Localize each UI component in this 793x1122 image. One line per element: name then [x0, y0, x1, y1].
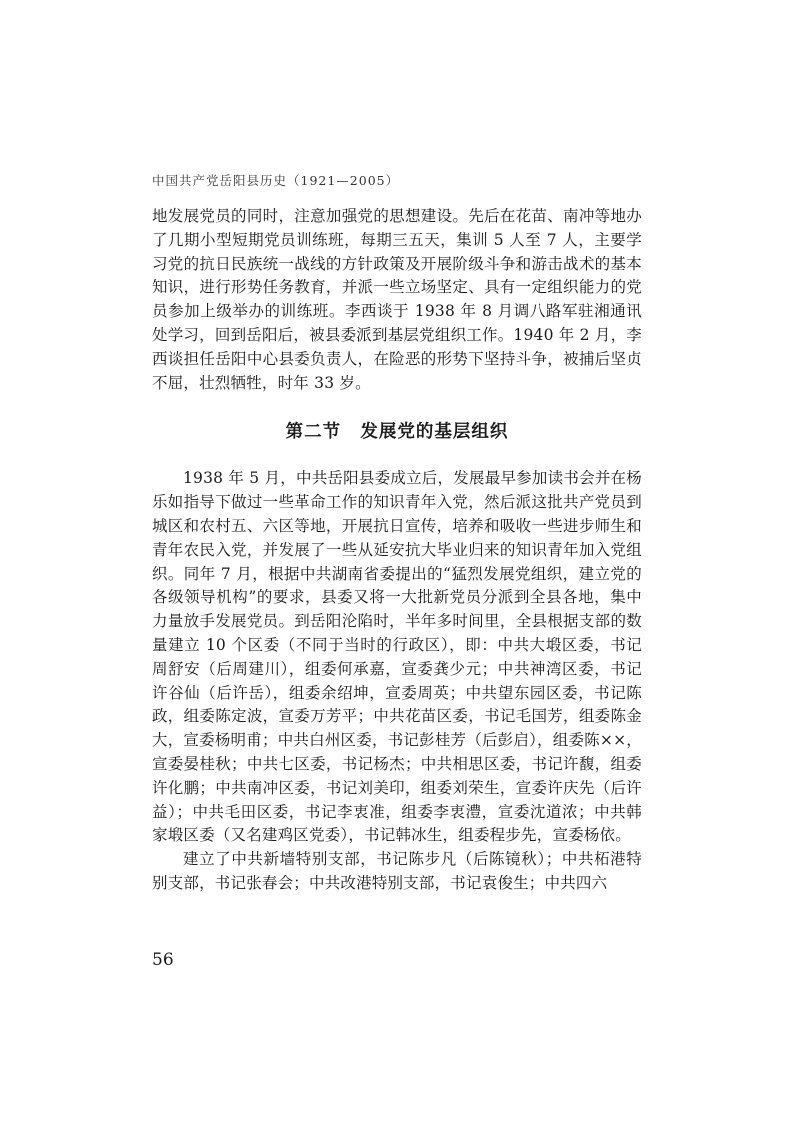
section-title: 发展党的基层组织: [360, 422, 509, 443]
page-number: 56: [152, 950, 174, 970]
section-heading: [152, 420, 642, 444]
section-number: 第二节: [285, 422, 342, 443]
paragraph-district-committees: 1938 年 5 月，中共岳阳县委成立后，发展最早参加读书会并在杨乐如指导下做过一些革命工作的知识青年入党，然后派这批共产党员到城区和农村五、六区等地，开展抗日宣传，培养和吸收一些进步师生和青年农民入党，并发展了一些从延安抗大毕业归来的知识青年加入党组织。同年 7 月，根据中共湖南省委提出的“猛烈发展党组织，建立党的各级领导机构”的要求，县委又将一大批新党员分派到全县各地，集中力量放手发展党员。到岳阳沦陷时，半年多时间里，全县根据支部的数量建立 10 个区委（不同于当时的行政区），即：中共大塅区委，书记周舒安（后周建川），组委何承嘉，宣委龚少元；中共神湾区委，书记许谷仙（后许岳），组委余绍坤，宣委周英；中共望东园区委，书记陈政，组委陈定波，宣委万芳平；中共花苗区委，书记毛国芳，组委陈金大，宣委杨明甫；中共白州区委，书记彭桂芳（后彭启），组委陈××，宣委晏桂秋；中共七区委，书记杨杰；中共相思区委，书记许馥，组委许化鹏；中共南冲区委，书记刘美印，组委刘荣生，宣委许庆先（后许益）；中共毛田区委，书记李衷准，组委李衷澧，宣委沈道浓；中共韩家塅区委（又名建鸡区党委），书记韩冰生，组委程步先，宣委杨依。: [152, 469, 642, 845]
paragraph-continued: 地发展党员的同时，注意加强党的思想建设。先后在花苗、南冲等地办了几期小型短期党员训练班，每期三五天，集训 5 人至 7 人，主要学习党的抗日民族统一战线的方针政策及开展阶级斗争和游击战术的基本知识，进行形势任务教育，并派一些立场坚定、具有一定组织能力的党员参加上级举办的训练班。李西谈于 1938 年 8 月调八路军驻湘通讯处学习，回到岳阳后，被县委派到基层党组织工作。1940 年 2 月，李西谈担任岳阳中心县委负责人，在险恶的形势下坚持斗争，被捕后坚贞不屈，壮烈牺牲，时年 33 岁。: [152, 207, 642, 392]
page-body: [152, 205, 642, 896]
paragraph-special-branches: 建立了中共新墙特别支部，书记陈步凡（后陈镜秋）；中共柘港特别支部，书记张春会；中共改港特别支部，书记袁俊生；中共四六: [152, 850, 642, 892]
running-header: 中国共产党岳阳县历史（1921—2005）: [152, 173, 400, 188]
